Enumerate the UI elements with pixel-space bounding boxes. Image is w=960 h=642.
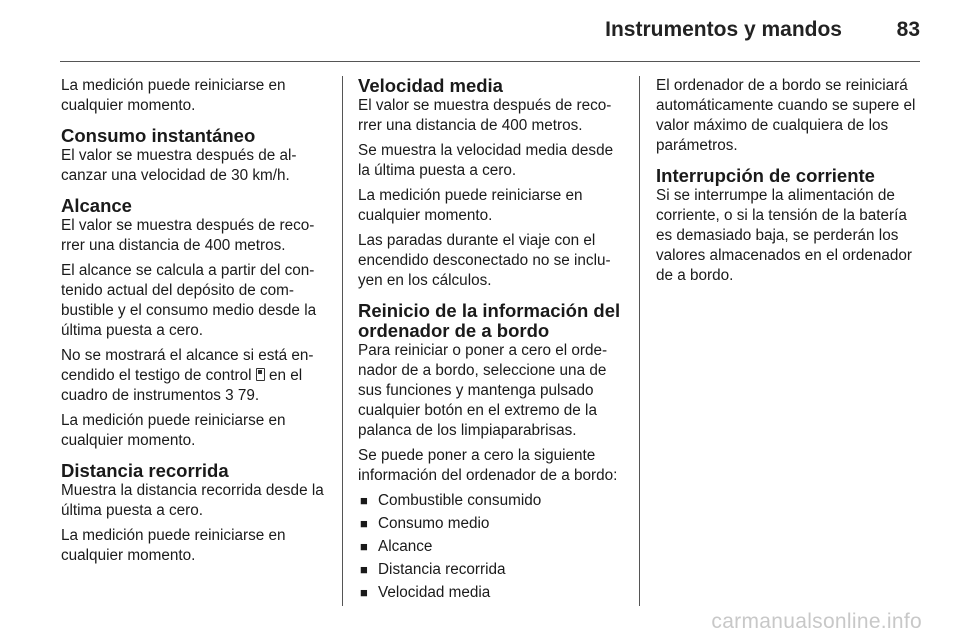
- paragraph: El valor se muestra después de reco-rrer una distancia de 400 metros.: [358, 97, 612, 134]
- bullet-icon: ■: [360, 516, 368, 531]
- list-item: [358, 560, 626, 580]
- paragraph: Si se interrumpe la alimentación de corriente, o si la tensión de la batería es demasiado baja, se perderán los valores almacenados en el ordenador de a bordo.: [656, 187, 912, 284]
- heading-consumo-instantaneo: Consumo instantáneo: [61, 125, 256, 146]
- heading-reinicio: Reinicio de la información del ordenador de a bordo: [358, 300, 621, 341]
- fuel-warning-icon: [256, 368, 265, 381]
- list-item: [358, 491, 626, 511]
- paragraph: El ordenador de a bordo se reiniciará automáticamente cuando se supere el valor máximo de cualquiera de los parámetros.: [656, 77, 916, 154]
- paragraph: Para reiniciar o poner a cero el orde-nador de a bordo, seleccione una de sus funciones y mantenga pulsado cualquier botón en el extremo de la palanca de los limpiaparabrisas.: [358, 342, 608, 439]
- paragraph: El alcance se calcula a partir del con-tenido actual del depósito de com-bustible y el consumo medio desde la última puesta a cero.: [61, 262, 317, 339]
- list-item: [358, 514, 626, 534]
- bullet-icon: ■: [360, 585, 368, 600]
- list-item-label: Distancia recorrida: [378, 561, 506, 578]
- column-divider-1: [342, 76, 343, 606]
- column-divider-2: [639, 76, 640, 606]
- list-item-label: Combustible consumido: [378, 492, 542, 509]
- watermark: carmanualsonline.info: [711, 610, 922, 633]
- page-number: 83: [896, 18, 920, 41]
- heading-alcance: Alcance: [61, 195, 132, 216]
- list-item: [358, 583, 626, 603]
- paragraph: La medición puede reiniciarse en cualquier momento.: [61, 412, 286, 449]
- page-reference-link[interactable]: 3 79.: [225, 387, 260, 404]
- column-3: [656, 76, 924, 291]
- list-item-label: Consumo medio: [378, 515, 490, 532]
- list-item-label: Alcance: [378, 538, 433, 555]
- section-title: Instrumentos y mandos: [605, 18, 842, 41]
- reset-items-list: [358, 491, 626, 603]
- heading-velocidad-media: Velocidad media: [358, 75, 503, 96]
- paragraph: Se puede poner a cero la siguiente información del ordenador de a bordo:: [358, 447, 618, 484]
- paragraph: La medición puede reiniciarse en cualquier momento.: [61, 527, 286, 564]
- paragraph: Muestra la distancia recorrida desde la última puesta a cero.: [61, 482, 324, 519]
- heading-distancia-recorrida: Distancia recorrida: [61, 460, 229, 481]
- page-header: [0, 0, 960, 60]
- paragraph: El valor se muestra después de reco-rrer una distancia de 400 metros.: [61, 217, 315, 254]
- bullet-icon: ■: [360, 539, 368, 554]
- heading-interrupcion-corriente: Interrupción de corriente: [656, 165, 875, 186]
- column-1: [61, 76, 329, 571]
- header-divider: [60, 61, 920, 62]
- list-item: [358, 537, 626, 557]
- paragraph: El valor se muestra después de al-canzar una velocidad de 30 km/h.: [61, 147, 297, 184]
- column-2: [358, 76, 626, 606]
- list-item-label: Velocidad media: [378, 584, 491, 601]
- text: en el cuadro de instrumentos: [61, 367, 303, 404]
- paragraph: Se muestra la velocidad media desde la última puesta a cero.: [358, 142, 614, 179]
- paragraph: La medición puede reiniciarse en cualquier momento.: [61, 77, 286, 114]
- text: No se mostrará el alcance si está en-cendido el testigo de control: [61, 347, 314, 384]
- paragraph: La medición puede reiniciarse en cualquier momento.: [358, 187, 583, 224]
- paragraph: Las paradas durante el viaje con el encendido desconectado no se inclu-yen en los cálculos.: [358, 232, 611, 289]
- bullet-icon: ■: [360, 493, 368, 508]
- bullet-icon: ■: [360, 562, 368, 577]
- paragraph: [61, 346, 329, 406]
